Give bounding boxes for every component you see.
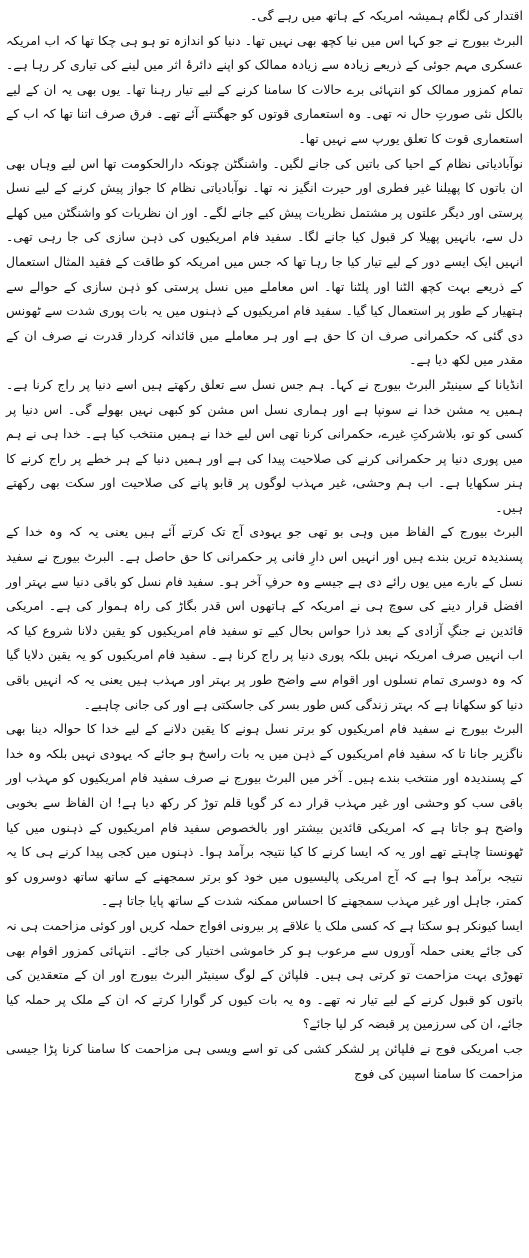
paragraph-6: البرٹ بیورج نے سفید فام امریکیوں کو برتر نسل ہونے کا یقین دلانے کے لیے خدا کا حوالہ دینا بھی ناگزیر جانا تا کہ سفید فام امریکیوں کے ذہن میں یہ بات راسخ ہو جائے کہ یہودی نہیں بلکہ وہ خدا کے پسندیدہ اور منتخب بندے ہیں۔ آخر میں البرٹ بیورج نے صرف سفید فام امریکیوں کو مہذب اور باقی سب کو وحشی اور غیر مہذب قرار دے کر گویا قلم توڑ کر رکھ دیا ہے! ان الفاظ سے بخوبی واضح ہو جاتا ہے کہ امریکی قائدین بیشتر اور بالخصوص سفید فام امریکیوں کے ذہنوں میں کیا ٹھونستا چاہتے تھے اور یہ کہ ایسا کرنے کا کیا نتیجہ برآمد ہوا۔ ذہنوں میں کجی پیدا کرنے ہی کا یہ نتیجہ برآمد ہوا ہے کہ آج امریکی پالیسیوں میں خود کو برتر سمجھنے کے ساتھ ساتھ دوسروں کو کمتر، جاہل اور غیر مہذب سمجھنے کا احساس ممکنہ شدت کے ساتھ پایا جاتا ہے۔	[6, 721, 523, 909]
paragraph-8: جب امریکی فوج نے فلپائن پر لشکر کشی کی تو اسے ویسی ہی مزاحمت کا سامنا کرنا پڑا جیسی مزاحمت کا سامنا اسپین کی فوج	[6, 1040, 523, 1081]
paragraph-1: اقتدار کی لگام ہمیشہ امریکہ کے ہاتھ میں رہے گی۔	[250, 8, 523, 23]
paragraph-3: نوآبادیاتی نظام کے احیا کی باتیں کی جانے لگیں۔ واشنگٹن چونکہ دارالحکومت تھا اس لیے وہاں بھی ان باتوں کا پھیلنا غیر فطری اور حیرت انگیز نہ تھا۔ نوآبادیاتی نظام کا جواز پیش کرنے کے لیے نسل پرستی اور دیگر علتوں پر مشتمل نظریات پیش کیے جانے لگے۔ اور ان نظریات کو واشنگٹن میں کھلے دل سے، بانہیں پھیلا کر قبول کیا جانے لگا۔ سفید فام امریکیوں کی ذہن سازی کی جا رہی تھی۔ انہیں ایک ایسے دور کے لیے تیار کیا جا رہا تھا کہ جس میں امریکہ کو طاقت کے فقید المثال استعمال کے ذریعے بہت کچھ الٹنا اور پلٹنا تھا۔ اس معاملے میں نسل پرستی کو ذہن سازی کے حوالے سے ہتھیار کے طور پر استعمال کیا گیا۔ سفید فام امریکیوں کے ذہنوں میں یہ بات پوری شدت سے ٹھونس دی گئی کہ حکمرانی صرف ان کا حق ہے اور ہر معاملے میں قائدانہ کردار قدرت نے صرف ان کے مقدر میں لکھ دیا ہے۔	[6, 155, 523, 368]
paragraph-4: انڈیانا کے سینیٹر البرٹ بیورج نے کہا۔ ہم جس نسل سے تعلق رکھتے ہیں اسے دنیا پر راج کرنا ہے۔ ہمیں یہ مشن خدا نے سونپا ہے اور ہماری نسل اس مشن کو کبھی نہیں بھولے گی۔ اس دنیا پر کسی کو تو، بلاشرکتِ غیرے، حکمرانی کرنا تھی اس لیے خدا نے ہمیں منتخب کیا ہے۔ خدا ہی نے ہم میں پوری دنیا پر حکمرانی کرنے کی صلاحیت پیدا کی ہے اور ہمیں دنیا کے ہر خطے پر راج کرنے کا ہنر سکھایا ہے۔ اب ہم وحشی، غیر مہذب لوگوں پر قابو پانے کی صلاحیت اور سکت بھی رکھتے ہیں۔	[6, 376, 523, 515]
paragraph-5: البرٹ بیورج کے الفاظ میں وہی بو تھی جو یہودی آج تک کرتے آئے ہیں یعنی یہ کہ وہ خدا کے پسندیدہ ترین بندے ہیں اور انہیں اس دارِ فانی پر حکمرانی کا حق حاصل ہے۔ البرٹ بیورج نے سفید نسل کے بارے میں یوں رائے دی ہے جیسے وہ حرفِ آخر ہو۔ سفید فام نسل کو باقی دنیا سے بہتر اور افضل قرار دینے کی سوچ ہی نے امریکہ کے ہاتھوں اس قدر بگاڑ کی راہ ہموار کی ہے۔ امریکی قائدین نے جنگِ آزادی کے بعد ذرا حواس بحال کیے تو سفید فام امریکیوں کو یقین دلانا شروع کیا کہ اب انہیں صرف امریکہ نہیں بلکہ پوری دنیا پر راج کرنا ہے۔ سفید فام امریکیوں کو یہ یقین دلایا گیا کہ وہ دوسری تمام نسلوں اور اقوام سے واضح طور پر بہتر اور مہذب ہیں یعنی یہ کہ انہیں باقی دنیا کو سکھانا ہے کہ بہتر زندگی کس طور بسر کی جاسکتی ہے اور کی جانی چاہیے۔	[6, 524, 523, 712]
paragraph-2: البرٹ بیورج نے جو کہا اس میں نیا کچھ بھی نہیں تھا۔ دنیا کو اندازہ تو ہو ہی چکا تھا کہ اب امریکہ عسکری مہم جوئی کے ذریعے زیادہ سے زیادہ ممالک کو اپنے دائرۂ اثر میں لینے کی تیاری کر رہا ہے۔ تمام کمزور ممالک کو انتہائی برے حالات کا سامنا کرنے کے لیے تیار رہنا تھا۔ یوں بھی یہ ان کے لیے بالکل نئی صورتِ حال نہ تھی۔ وہ استعماری قوتوں کو جھگتتے آئے تھے۔ فرق صرف اتنا تھا کہ اب کے استعماری قوت کا تعلق یورپ سے نہیں تھا۔	[6, 32, 523, 146]
paragraph-7: ایسا کیونکر ہو سکتا ہے کہ کسی ملک یا علاقے پر بیرونی افواج حملہ کریں اور کوئی مزاحمت ہی نہ کی جائے یعنی حملہ آوروں سے مرعوب ہو کر خاموشی اختیار کی جائے۔ انتہائی کمزور اقوام بھی تھوڑی بہت مزاحمت تو کرتی ہی ہیں۔ فلپائن کے لوگ سینیٹر البرٹ بیورج اور ان کے متعقدین کی باتوں کو قبول کرنے کے لیے تیار نہ تھے۔ وہ یہ بات کیوں کر گوارا کرتے کہ ان کے ملک پر حملہ کیا جائے، ان کی سرزمین پر قبضہ کر لیا جائے؟	[6, 917, 523, 1032]
